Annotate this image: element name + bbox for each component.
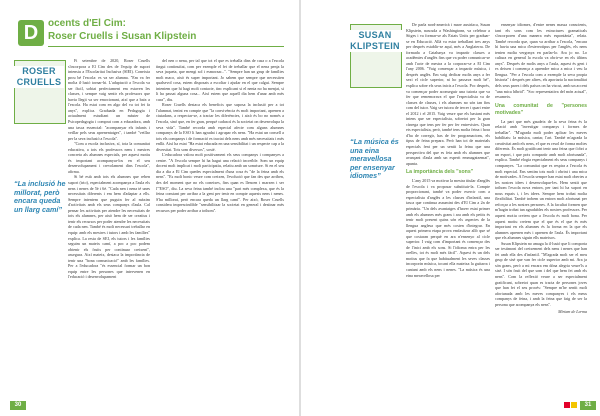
subheading: Una comunitat de "persones motivades": [495, 102, 587, 116]
paragraph: Susan Klipstein no amaga la il·lusió que li comporta ser testimoni del creixement dels nens i nenes que han fet amb ella des d'infantil. "M'agrada molt ser el meu grup de sisè que van fer cicle superior amb mi. Ara ja són grans, però a mi encara em dóna alegria veure'ls a sisè. I són fruit del que som i del que hem fet amb els nens". Com la reflexió veure a ser especialment gratificant, sobretot quan es tracta de persones joves que han fet el seu procés: "Sempre m'he sentit molt afortunada amb les meves companyes i els meus companys de feina, i amb la feina que faig de ser la persona que acompanya els nens".: [495, 240, 587, 307]
page-number-right: 31: [580, 401, 596, 410]
paragraph: del nen o nena, per tal que tot el que es treballa dins de casa o a l'escola tingui continuïtat, com per exemple el fet de treballar que el nena penja la seva jaqueta, que mengi sol i esmorzar...". "Sempre han un grup de famílies molt maco, això és super important. Jo sabem que sempre que necessiten qualsevol cosa, estem disposats a escoltar i ajudar en el que calgui. Sempre intentem que hi hagi molt contacte, tinc explicant si el nenia no ha menjat, si li ha passat alguna cosa... Així estem que aquell dia hem d'anar amb més cura", diu.: [156, 58, 284, 102]
spread-gutter: [299, 0, 301, 416]
title-line-1: ocents d'El Cim:: [48, 18, 126, 29]
brand-mark-yellow: [571, 402, 577, 408]
page-number-left: 30: [10, 401, 26, 410]
author-signature: Míriam de Lerma: [558, 309, 587, 315]
right-page: [302, 0, 600, 416]
left-column-a: [68, 58, 150, 400]
susan-name: SUSAN KLIPSTEIN: [348, 30, 402, 52]
left-column-b: [156, 58, 284, 400]
right-column-b: [495, 22, 587, 402]
drop-initial: D: [18, 20, 44, 46]
paragraph: L'any 2015 va motivar la mestra titular d'anglès de l'escola i va proposar substituir-la. Compte proporcionant, també va poder exercir com a especialista d'anglès a les classes d'infantil, una tasca que continua assumint des d'El Cim a 2n de primària. "Un dels avantatges d'haver estat primer amb els alumnes més grans i ara amb els petits és tenir molt present quins són els aspectes de la llengua anglesa que més costen d'integrar. En aquest primera etapa prova emfasitzar allò que sé que costaran perquè en ara n'ensenyo al cicle superior. I vaig com d'important és començar des de l'inici amb els sons. Si l'idioma entra per les orelles, tot és molt més fàcil". Aquest és un dels motius que fa que habitualment les seves classes incorporin música, tocant ella mateixa la guitarra i cantant amb els nens i nenes. "La música és una eina meravellosa per: [406, 178, 490, 278]
left-page: [0, 0, 298, 416]
paragraph: ensenyar idiomes, d'entre nenes massa conscients, tant els sons com les estructures gramaticals s'incorporen d'una manera més espontània", relata. També recorda que, quan va arribar a l'escola, "encara hi havia una mica d'estereotipus per l'anglès, els nens tenien molta vergonya en parlar-lo. Ara jo no. Lo cultura en general la escola va obrir-se en els últims anys". Després de molts anys a l'aula, aquest és gent i es deixen i comença a aprendre mica a mica i veu la llengua. "Per a l'escola com a exemple la seva propia historia" i després per altres, els aportaria la nacionalitat dels seus pares i dels països on ha viscut, amb un accent "una mica híbrid". "Soc representativa del món actual", resumeix.: [495, 22, 587, 100]
paragraph: Roser Cruells destaca els beneficis que suposa la inclusió per a tot l'alumnat, tenint en compte que "la convivència és molt important, aprenen a ciutadans, a respectar-se, a tractar les diferències, i això és bo no només a l'escola, sinó que, en fer gran, perquè cadascú és la societat on desenvolupa la seva vida". També recorda amb especial afecte com alguns alumnes companys de la ESO li han agradat i agrupar els nens. "Ha estat un consell a tots els companys i de formació es tractat dels nens amb més necessitats i més enllà. Així ha estat "Ha estat educada en una sensibilitat i un respecte cap a la diversitat. Tots som diversos", sosté.: [156, 102, 284, 152]
title-line-2: Roser Cruells i Susan Klipstein: [48, 31, 197, 42]
paragraph: Fi setembre de 2020, Roser Cruells s'incorpora a El Cim des de l'equip de suport intensiu a l'Escolaritat Inclusiva (SIEI). Coneixia prou bé l'escola: es va ser alumna. "Em va fer molta il·lusió tornar-hi. L'adaptació a l'escola va ser fàcil, sobtat perfectament em estaven les classes, i sempre vaig sentir els professors que havia llegit va ser emocionant, així que a baix a l'escola. Ha estat com en algo del va tot fet fa anys", explica. Graduada en Pedagogia i actualment estudiant un màster de Psicopedagogia i comprat com a educadora, amb una tasca essencial: "acompanyar els infants i vetllar pels seus aprenentatges", i també "vetllar per la seva inclusió a l'escola".: [68, 58, 150, 141]
roser-quote: “La inclusió he millorat, però encara queda un llarg camí”: [14, 179, 66, 214]
paragraph: Si bé està amb tots els alumnes que reben suport (trio), especialment acompanya a l'aula els nens i nenes de 5è i 6è. "Cada nen i nena té unes necessitats diferents i em hem d'adaptar a ells. Sempre intentem que puguin fer al màxim d'activitats amb els seus companys d'aula. Cal pensar les activitats per atendre les necessitats de tots els alumnes, per això hem de ser creatius i tenir els recursos per poder atendre les necessitats de cada nen. També és molt necessari treballar en equip: amb els mestres i tutors i amb les famílies" explica. La resta de SEI, els tutors i les famílies seguim un mateix camí, a poc a poc podem obtenir els fruits per continuar creixent", assegura. Així mateix, destaca la importància de tenir una "bona comunicació" amb les famílies. Per a l'educadora "és essencial formar un bon equip entre les persones que intervenen en l'educació i desenvolupament: [68, 174, 150, 280]
paragraph: "Com a escola inclusiva, sí, tota la comunitat educativa, a tots els professors nens i mestres concreta als alumnes especials, per aquest motiu és important acompanyar-los en el seu desenvolupament i crevolament dins l'escola", afirma.: [68, 141, 150, 174]
title-rule: [48, 46, 284, 47]
subheading: La importància dels "sons": [406, 169, 474, 176]
roser-name: ROSER CRUELLS: [14, 66, 64, 88]
right-column-a: [406, 22, 490, 408]
susan-quote: “La música és una eina meravellosa per ensenyar idiomes”: [350, 137, 399, 181]
paragraph: De parla nord-americà i mare austríaca, Susan Klipstein, nascuda a Washingtonn, va celebrar a Sitges i va formar-se als Estats Units per graduar-se en Educació. Allà va estar treballant tres anys per després establir-se aquí, més a Anglaterra. De formada a Catalunya va impartir classes a acadèmies d'anglès fins que va poder comunicar-se amb l'acte de mestra a la corporar-se a El Cim l'any 2006. "Vaig començar a impartir música, i després anglès. Em vaig dedicar molts anys a fer sexi el cicle superior, ni ho passava molt bé", explica sobre els seus inicis a l'escola. Poc després, va començar poder aconseguir una tutoria que va fer que rememorava el que l'especialista va de classes de classes, i els alumnes no són tan fins com del tutor. Vaig ser tutora de tercer i quart entre el 2012 i el 2015. Vaig veure que els bastant més intens que ser especialista, sobretot per la gran càrrega que tens per fer per fer entrevistes. Quan ets especialista, però, també tens molta feina i hora d'ha de corregir, has de fer programacions, els tipus de feina prepara. Però han tot de materials especials fent per un sentit la feina que una perspectiva del que es feia amb els alumnes que avançant d'aula amb un esperit emmagatzemat", apunta.: [406, 22, 490, 166]
brand-mark-red: [564, 402, 570, 408]
paragraph: L'educadora valora molt positivament els seus companys i companyes a centre. "A l'escola sempre hi ha hagut una relació increïble. Som un equip docent molt implicat i molt participatiu, relatiu amb un somriure. Si en el seu dia a dia a El Cim quedes especialment d'una cosa és "de la feina amb els nens". "Es molt bonic veure com creixen, l'evolució que fan des que arriben, des del moment que no els coneixes, fins quan es llencen i marxen i ser l'"ESO", diu. La seva feina també inclou una "part més complexa, que és la feina constant per arribar a la gent per tenir en compte aquests nens i nenes. S'ha millorat, però encara queda un llarg camí". Per això, Roser Cruells considera imprescindible "sensibilitzar la societat en general i destinar més recursos per poder arribar a tothom".: [156, 152, 284, 213]
article-title: [48, 17, 288, 43]
paragraph: La part que més gaudeix de la seva feina és la relació amb "investigar companys i formes de treballar". "M'agrada molt poder aplicar les meves habilitats: la música, cantar, l'art. També m'agrada la creativitat amb els nens, el que es resol de forma moltes diferents. És molt gratificant tenir una feina que t'obri a un esport, i que pots compartir amb molt afortunada", explica. També elogia especialment els seus companys i companyes. "La comunitat que es respira a l'escola és molt especial. Ens sentim tots molt i obrint i una mica de motivades. A l'escola sempre han estat molt obertes a les nostres idees i desenvolupar-les. Hem sentit que tothom l'escola nova entorn, per tant hi ha suport en nous espais i, i les idees. Sempre hem trobat molta flexibilitat. També trobem un entorn molt afortunat per reforçar a les nostres persones. A la facultat formen que m'hagin trobat tan agradables els nostres professors. Per aquest motiu creiem que a l'escola és molt bona. Per aquest motiu creiem que el que és el que és més important en els alumnes és la forma en la que els alumnes aprenen més i aprenen de l'aula. És important que els alumnes siguin ells mateixos.: [495, 118, 587, 241]
